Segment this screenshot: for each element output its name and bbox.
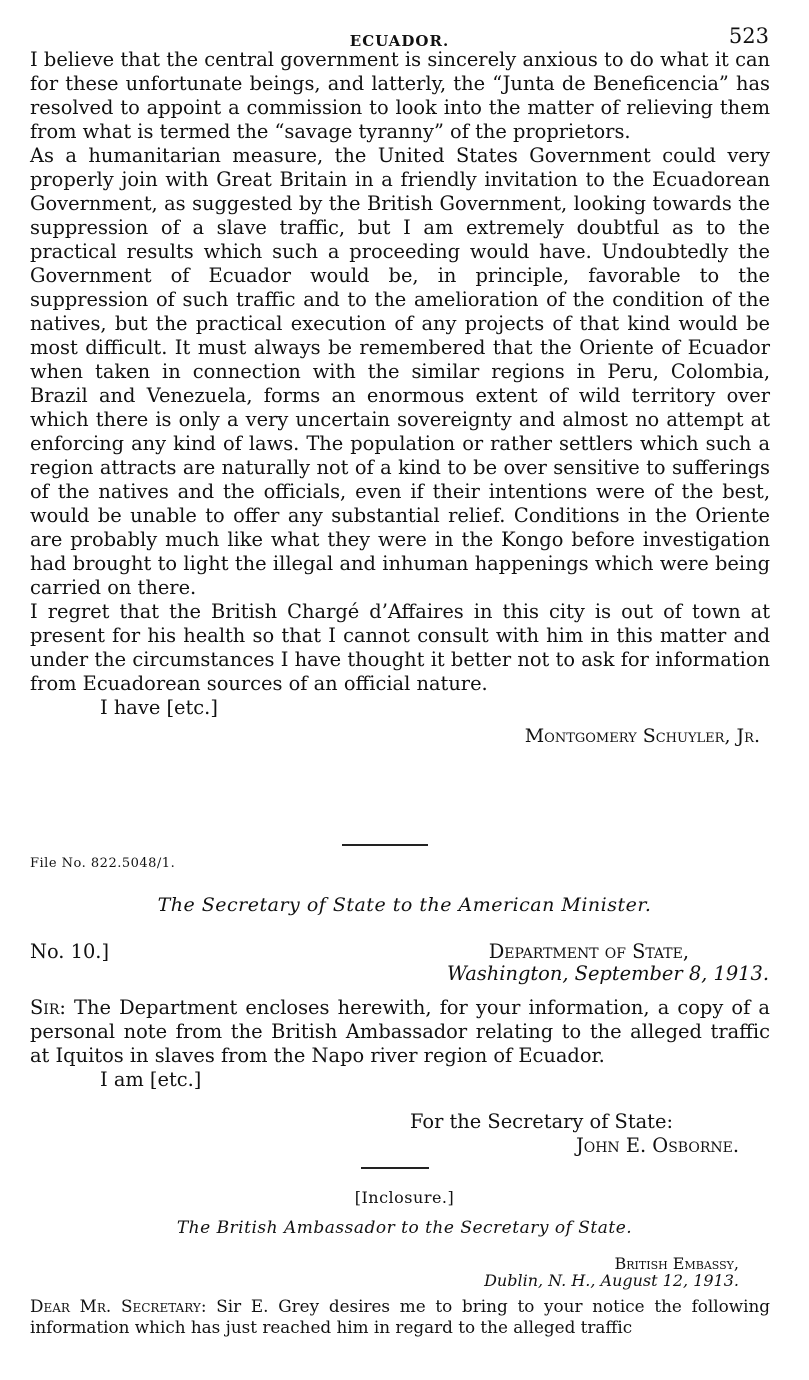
letter2-place-date: Washington, September 8, 1913. (447, 962, 769, 985)
paragraph-3: I regret that the British Chargé d’Affaires in this city is out of town at present for his health so that I cannot consult with him in this matter and under the circumstances I have thought it better not to ask for information from Ecuadorean sources of an official nature. (30, 600, 770, 695)
letter3-text (30, 1296, 770, 1338)
letter2-body-text: The Department encloses herewith, for your information, a copy of a personal note from the British Ambassador relating to the alleged traffic at Iquitos in slaves from the Napo river region of Ecuador. (30, 996, 770, 1067)
running-head: ECUADOR. (349, 32, 450, 50)
letter3-body-text: Sir E. Grey desires me to bring to your notice the following information which has just reached him in regard to the alleged traffic (30, 1296, 771, 1337)
closing-1: I have [etc.] (100, 696, 218, 719)
document-page: ECUADOR. 523 I believe that the central government is sincerely anxious to do what it can for these unfortunate beings, and latterly, the “Junta de Beneficencia” has resolved to appoint a commission to look into the matter of relieving them from what is termed the “savage tyranny” of the proprietors. As a humanitarian measure, the United States Government could very properly join with Great Britain in a friendly invitation to the Ecuadorean Government, as suggested by the British Government, looking towards the suppression of a slave traffic, but I am extremely doubtful as to the practical results which such a proceeding would have. Undoubtedly the Government of Ecuador would be, in principle, favorable to the suppression of such traffic and to the amelioration of the condition of the natives, but the practical execution of any projects of that kind would be most difficult. It must always be remembered that the Oriente of Ecuador when taken in connection with the similar regions in Peru, Colombia, Brazil and Venezuela, forms an enormous extent of wild territory over which there is only a very uncertain sovereignty and almost no attempt at enforcing any kind of laws. The population or rather settlers which such a region attracts are naturally not of a kind to be over sensitive to sufferings of the natives and the officials, even if their intentions were of the best, would be unable to offer any substantial relief. Conditions in the Oriente are probably much like what they were in the Kongo before investigation had brought to light the illegal and inhuman happenings which were being carried on there. I regret that the British Chargé d’Affaires in this city is out of town at present for his health so that I cannot consult with him in this matter and under the circumstances I have thought it better not to ask for information from Ecuadorean sources of an official nature. I have [etc.] Montgomery Schuyler, Jr. File No. 822.5048/1. The Secretary of State to the American Minister. No. 10.] Department of State, Washington, September 8, 1913. Sir: The Department encloses herewith, for your information, a copy of a personal note from the British Ambassador relating to the alleged traffic at Iquitos in slaves from the Napo river region of Ecuador. I am [etc.] For the Secretary of State: John E. Osborne. [Inclosure.] The British Ambassador to the Secretary of State. British Embassy, Dublin, N. H., August 12, 1913. Dear Mr. Secretary: Sir E. Grey desires me to bring to your notice the following information which has just reached him in regard to the alleged traffic (0, 0, 809, 1380)
file-number: File No. 822.5048/1. (30, 856, 176, 871)
letter2-heading (30, 940, 769, 964)
letter2-dept: Department of State, (488, 940, 689, 963)
title-1: The Secretary of State to the American Minister. (157, 894, 652, 916)
letter2-dateline (30, 962, 769, 986)
page-number: 523 (728, 24, 769, 48)
divider-2 (361, 1167, 429, 1169)
letter1-body (30, 48, 770, 748)
letter2-number: No. 10.] (30, 940, 110, 963)
divider-1 (342, 844, 428, 846)
paragraph-1: I believe that the central government is sincerely anxious to do what it can for these unfortunate beings, and latterly, the “Junta de Beneficencia” has resolved to appoint a commission to look into the matter of relieving them from what is termed the “savage tyranny” of the proprietors. (30, 48, 770, 143)
title-2: The British Ambassador to the Secretary of State. (176, 1218, 633, 1238)
letter3-body (30, 1296, 770, 1338)
paragraph-2: As a humanitarian measure, the United States Government could very properly join with Great Britain in a friendly invitation to the Ecuadorean Government, as suggested by the British Government, looking towards the suppression of a slave traffic, but I am extremely doubtful as to the practical results which such a proceeding would have. Undoubtedly the Government of Ecuador would be, in principle, favorable to the suppression of such traffic and to the amelioration of the condition of the natives, but the practical execution of any projects of that kind would be most difficult. It must always be remembered that the Oriente of Ecuador when taken in connection with the similar regions in Peru, Colombia, Brazil and Venezuela, forms an enormous extent of wild territory over which there is only a very uncertain sovereignty and almost no attempt at enforcing any kind of laws. The population or rather settlers which such a region attracts are naturally not of a kind to be over sensitive to sufferings of the natives and the officials, even if their intentions were of the best, would be unable to offer any substantial relief. Conditions in the Oriente are probably much like what they were in the Kongo before investigation had brought to light the illegal and inhuman happenings which were being carried on there. (30, 144, 770, 599)
letter2-text (30, 996, 770, 1068)
closing-2: I am [etc.] (100, 1068, 202, 1091)
letter3-salutation: Dear Mr. Secretary: (30, 1296, 207, 1316)
inclosure-label: [Inclosure.] (354, 1188, 455, 1207)
page-header (30, 24, 769, 50)
letter2-salutation: Sir: (30, 996, 66, 1019)
letter2-body (30, 996, 770, 1092)
signature-1: Montgomery Schuyler, Jr. (524, 725, 760, 747)
